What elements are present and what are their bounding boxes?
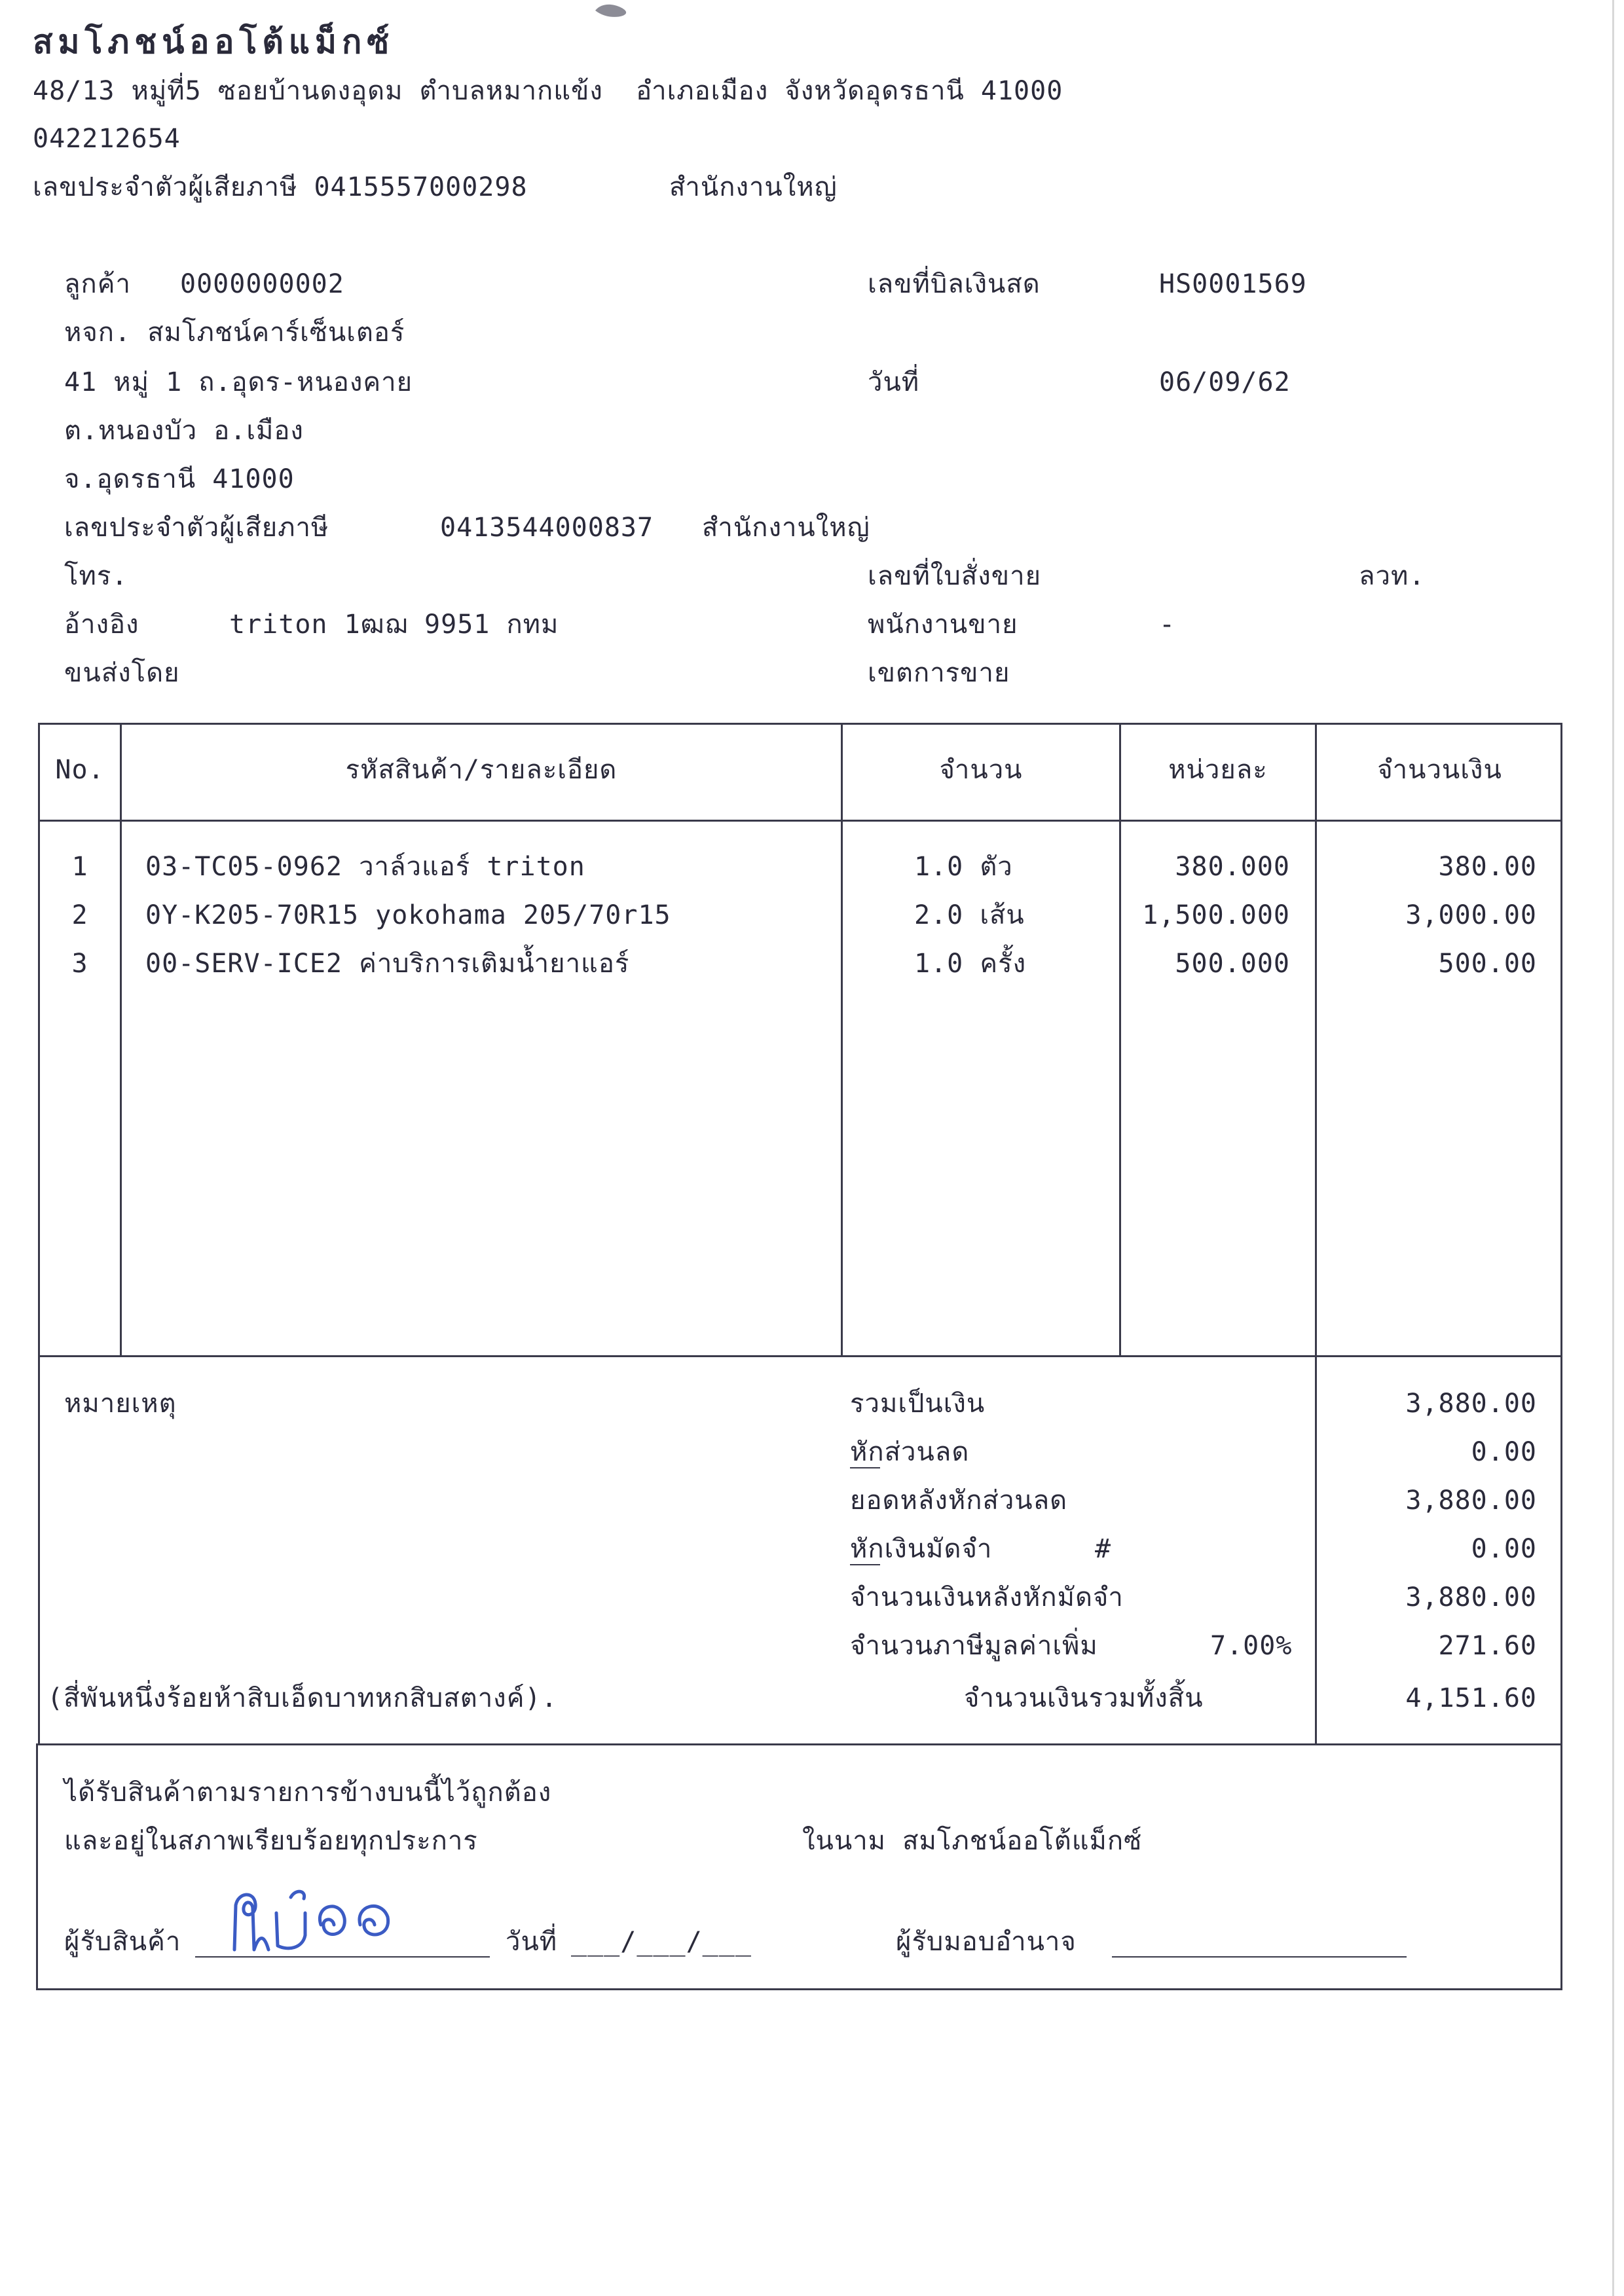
page-edge	[1612, 0, 1614, 2296]
remark-label: หมายเหตุ	[64, 1389, 177, 1419]
receive-date-label: วันที่	[506, 1927, 558, 1957]
table-row-no: 3	[71, 949, 88, 979]
after-deposit-value: 3,880.00	[1405, 1582, 1537, 1613]
amount-in-words: (สี่พันหนึ่งร้อยห้าสิบเอ็ดบาทหกสิบสตางค์).	[47, 1683, 558, 1713]
sales-order-suffix: ลวท.	[1359, 561, 1426, 591]
deposit-mark: #	[1095, 1534, 1112, 1564]
vat-rate: 7.00%	[1210, 1631, 1293, 1661]
table-row-amount: 380.00	[1438, 852, 1537, 882]
shipping-label: ขนส่งโดย	[64, 658, 180, 688]
table-row-amount: 3,000.00	[1405, 900, 1537, 930]
sales-area-label: เขตการขาย	[868, 658, 1010, 688]
customer-tax-label: เลขประจำตัวผู้เสียภาษี	[64, 513, 329, 543]
column-divider	[120, 723, 122, 1355]
deposit-label: หักเงินมัดจำ	[850, 1534, 993, 1564]
table-row-unit-price: 500.000	[1175, 949, 1290, 979]
subtotal-label: รวมเป็นเงิน	[850, 1389, 986, 1419]
received-line-1: ได้รับสินค้าตามรายการข้างบนนี้ไว้ถูกต้อง	[64, 1777, 552, 1808]
receive-date-blank: ___/___/___	[571, 1927, 752, 1957]
header-no: No.	[55, 755, 105, 785]
table-row-amount: 500.00	[1438, 949, 1537, 979]
company-address: 48/13 หมู่ที่5 ซอยบ้านดงอุดม ตำบลหมากแข้ง อำเภอเมือง จังหวัดอุดรธานี 41000	[33, 76, 1063, 106]
company-phone: 042212654	[33, 124, 181, 154]
reference-label: อ้างอิง	[64, 610, 139, 640]
table-row-no: 2	[71, 900, 88, 930]
discount-underline	[850, 1467, 880, 1468]
salesperson-label: พนักงานขาย	[868, 610, 1018, 640]
table-row-description: 00-SERV-ICE2 ค่าบริการเติมน้ำยาแอร์	[145, 949, 630, 979]
receiver-label: ผู้รับสินค้า	[64, 1927, 181, 1957]
column-divider	[841, 723, 843, 1355]
customer-tax-id: 0413544000837	[440, 513, 654, 543]
customer-label: ลูกค้า	[64, 269, 131, 299]
invoice-date: 06/09/62	[1159, 367, 1291, 397]
grand-total-value: 4,151.60	[1405, 1683, 1537, 1713]
after-deposit-label: จำนวนเงินหลังหักมัดจำ	[850, 1582, 1124, 1613]
customer-code: 0000000002	[180, 269, 344, 299]
reference-value: triton 1ฒฌ 9951 กทม	[229, 610, 559, 640]
vat-value: 271.60	[1438, 1631, 1537, 1661]
on-behalf-of: ในนาม สมโภชน์ออโต้แม็กซ์	[802, 1826, 1143, 1856]
header-quantity: จำนวน	[939, 755, 1023, 785]
table-row-quantity: 1.0 ตัว	[914, 852, 1013, 882]
column-divider	[1119, 723, 1121, 1355]
received-line-2: และอยู่ในสภาพเรียบร้อยทุกประการ	[64, 1826, 478, 1856]
receiver-signature	[216, 1879, 419, 1958]
table-row-description: 03-TC05-0962 วาล์วแอร์ triton	[145, 852, 585, 882]
discount-value: 0.00	[1471, 1437, 1537, 1467]
discount-label: หักส่วนลด	[850, 1437, 970, 1467]
table-row-unit-price: 380.000	[1175, 852, 1290, 882]
company-tax-id: เลขประจำตัวผู้เสียภาษี 0415557000298	[33, 172, 528, 202]
header-amount: จำนวนเงิน	[1377, 755, 1502, 785]
customer-name: หจก. สมโภชน์คาร์เซ็นเตอร์	[64, 318, 405, 348]
table-body-divider	[38, 1355, 1562, 1357]
customer-phone-label: โทร.	[64, 561, 128, 591]
sales-order-label: เลขที่ใบสั่งขาย	[868, 561, 1042, 591]
table-header-divider	[38, 820, 1562, 822]
table-row-no: 1	[71, 852, 88, 882]
company-branch: สำนักงานใหญ่	[669, 172, 838, 202]
table-row-description: 0Y-K205-70R15 yokohama 205/70r15	[145, 900, 671, 930]
table-row-unit-price: 1,500.000	[1142, 900, 1290, 930]
deposit-value: 0.00	[1471, 1534, 1537, 1564]
authorized-label: ผู้รับมอบอำนาจ	[896, 1927, 1077, 1957]
invoice-date-label: วันที่	[868, 367, 920, 397]
company-name: สมโภชน์ออโต้แม็กซ์	[33, 22, 395, 61]
header-description: รหัสสินค้า/รายละเอียด	[345, 755, 618, 785]
scan-mark	[593, 0, 632, 20]
table-row-quantity: 2.0 เส้น	[914, 900, 1025, 930]
invoice-number-label: เลขที่บิลเงินสด	[868, 269, 1041, 299]
customer-address-2: ต.หนองบัว อ.เมือง	[64, 416, 304, 446]
authorized-signature-line	[1112, 1956, 1407, 1958]
customer-branch: สำนักงานใหญ่	[702, 513, 870, 543]
vat-label: จำนวนภาษีมูลค่าเพิ่ม	[850, 1631, 1098, 1661]
salesperson-value: -	[1159, 610, 1176, 640]
grand-total-label: จำนวนเงินรวมทั้งสิ้น	[964, 1683, 1204, 1713]
after-discount-label: ยอดหลังหักส่วนลด	[850, 1485, 1068, 1516]
header-unit-price: หน่วยละ	[1168, 755, 1268, 785]
deposit-underline	[850, 1564, 880, 1565]
customer-address-1: 41 หมู่ 1 ถ.อุดร-หนองคาย	[64, 367, 413, 397]
after-discount-value: 3,880.00	[1405, 1485, 1537, 1516]
customer-address-3: จ.อุดรธานี 41000	[64, 464, 295, 494]
subtotal-value: 3,880.00	[1405, 1389, 1537, 1419]
table-row-quantity: 1.0 ครั้ง	[914, 949, 1027, 979]
invoice-number: HS0001569	[1159, 269, 1307, 299]
